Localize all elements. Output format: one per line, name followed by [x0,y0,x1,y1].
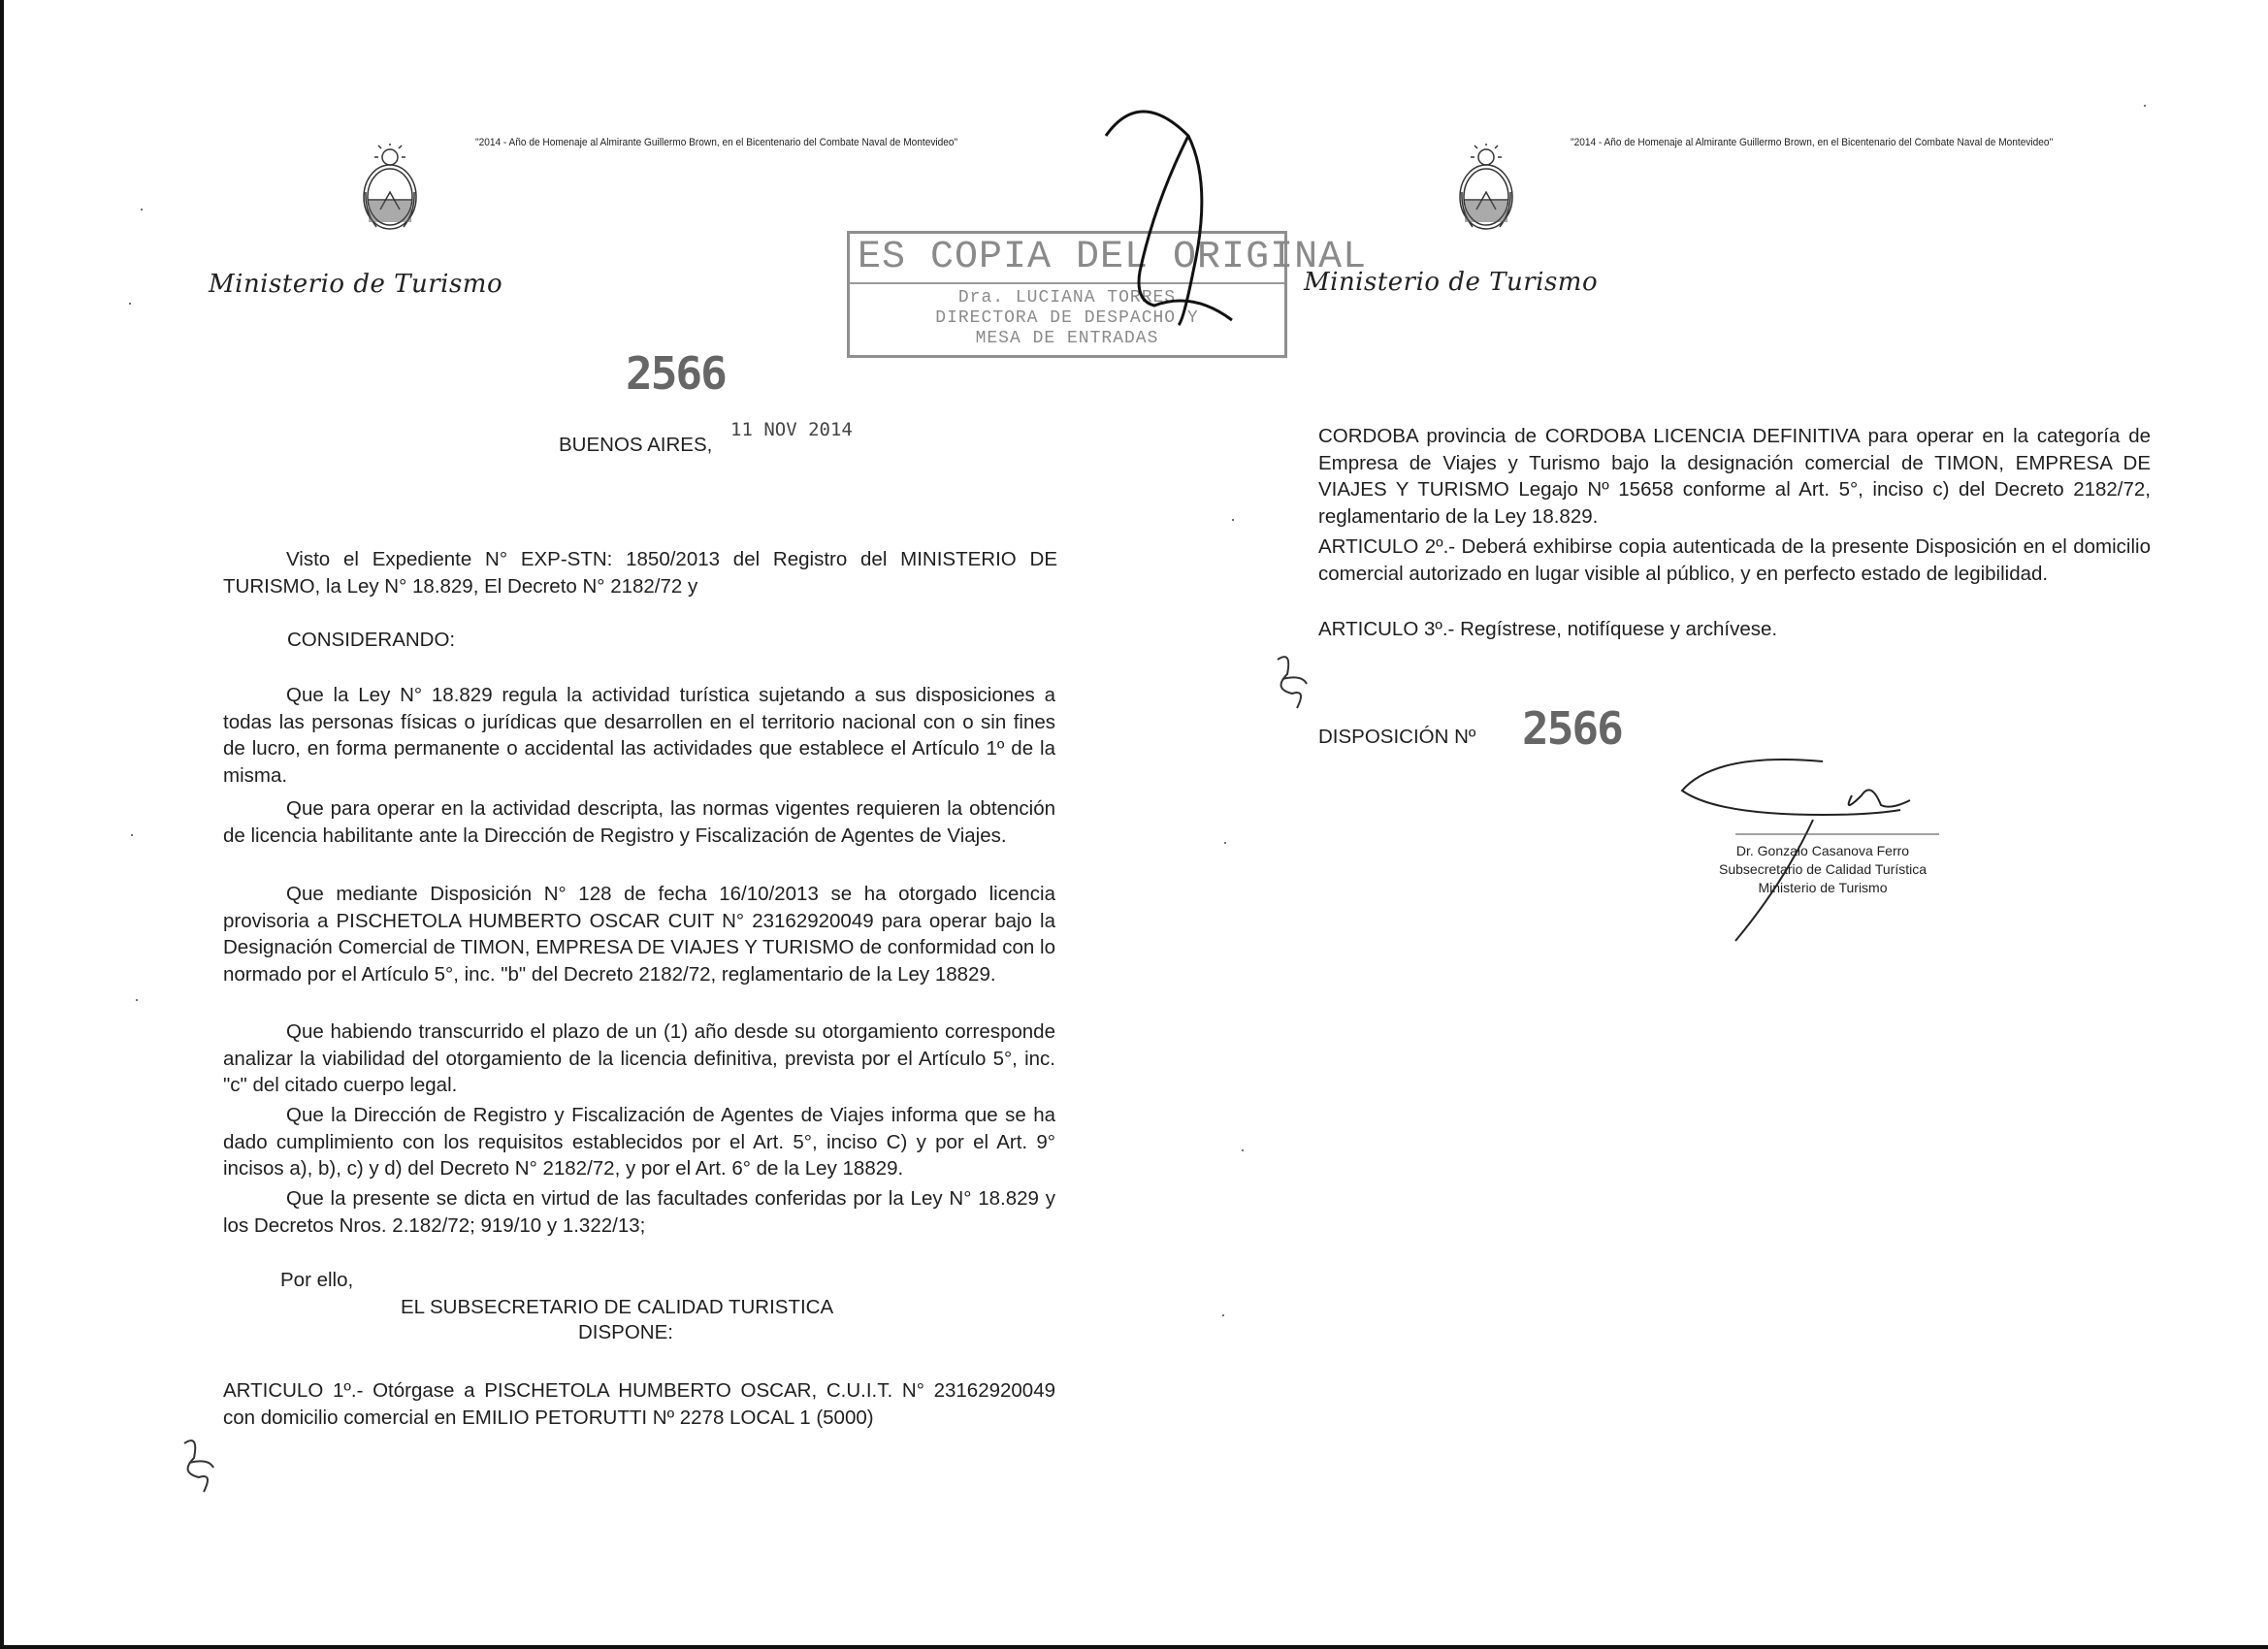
disposition-number: 2566 [626,347,726,400]
ministry-letterhead: Ministerio de Turismo [1304,268,1599,297]
disposition-label: DISPOSICIÓN Nº [1318,726,1476,748]
considerando-paragraph-5: Que la Dirección de Registro y Fiscalización de Agentes de Viajes informa que se ha dado cumplimiento con los requisitos establecidos por el Art. 5°, inciso C) y por el Art. 9° incisos a), b), c) y d) del Decreto N° 2182/72, y por el Art. 6° de la Ley 18829. [223,1104,1055,1180]
disposition-number: 2566 [1522,702,1622,755]
article-2-paragraph: ARTICULO 2º.- Deberá exhibirse copia autenticada de la presente Disposición en el domicilio comercial autorizado en lugar visible al público, y en perfecto estado de legibilidad. [1318,535,2151,585]
issuing-authority: EL SUBSECRETARIO DE CALIDAD TURISTICA [401,1296,834,1318]
visto-paragraph: Visto el Expediente N° EXP-STN: 1850/2013 del Registro del MINISTERIO DE TURISMO, la Ley N° 18.829, El Decreto N° 2182/72 y [223,548,1057,598]
scan-speck [141,209,143,210]
stamp-signer-name: Dra. LUCIANA TORRES [957,288,1177,307]
year-motto: "2014 - Año de Homenaje al Almirante Guillermo Brown, en el Bicentenario del Combate Naval de Montevideo" [1571,137,2054,148]
article-3-line: ARTICULO 3º.- Regístrese, notifíquese y archívese. [1318,618,1778,640]
date-stamp: 11 NOV 2014 [730,419,853,440]
por-ello-label: Por ello, [280,1269,354,1291]
stamp-signer-office: MESA DE ENTRADAS [975,329,1159,348]
scan-speck [2144,105,2146,107]
scan-speck [1242,1149,1244,1151]
scan-speck [129,303,131,305]
scan-speck [1232,519,1234,521]
ministry-letterhead: Ministerio de Turismo [209,270,503,299]
year-motto: "2014 - Año de Homenaje al Almirante Guillermo Brown, en el Bicentenario del Combate Naval de Montevideo" [475,137,958,148]
stamp-title: ES COPIA DEL ORIGINAL [850,234,1284,284]
scan-speck [131,834,133,836]
signer-name: Dr. Gonzalo Casanova Ferro [1735,843,1910,858]
coat-of-arms-icon [351,144,429,236]
considerando-heading: CONSIDERANDO: [287,629,456,651]
considerando-paragraph-3: Que mediante Disposición N° 128 de fecha 16/10/2013 se ha otorgado licencia provisoria a PISCHETOLA HUMBERTO OSCAR CUIT N° 23162920049 para operar bajo la Designación Comercial de TIMON, EMPRESA DE VIAJES Y TURISMO de conformidad con lo normado por el Artículo 5°, inc. "b" del Decreto 2182/72, reglamentario de la Ley 18829. [223,883,1055,986]
considerando-paragraph-6: Que la presente se dicta en virtud de las facultades conferidas por la Ley N° 18.829 y los Decretos Nros. 2.182/72; 919/10 y 1.322/13; [223,1187,1055,1237]
initials-mark [175,1434,223,1502]
dispone-heading: DISPONE: [578,1321,673,1343]
signer-title: Subsecretario de Calidad Turística [1719,861,1927,877]
scan-speck [136,999,138,1001]
place-label: BUENOS AIRES, [559,434,713,456]
coat-of-arms-icon [1447,144,1525,236]
considerando-paragraph-1: Que la Ley N° 18.829 regula la actividad turística sujetando a sus disposiciones a todas las personas físicas o jurídicas que desarrollen en el territorio nacional con o sin fines de lucro, en forma permanente o accidental las actividades que establece el Artículo 1º de la misma. [223,684,1055,787]
right-page [1134,0,2268,1649]
article-1-continuation: CORDOBA provincia de CORDOBA LICENCIA DEFINITIVA para operar en la categoría de Empresa de Viajes y Turismo bajo la designación comercial de TIMON, EMPRESA DE VIAJES Y TURISMO Legajo Nº 15658 conforme al Art. 5°, inciso c) del Decreto 2182/72, reglamentario de la Ley 18.829. [1318,425,2151,528]
initials-mark [1268,650,1316,718]
considerando-paragraph-2: Que para operar en la actividad descripta, las normas vigentes requieren la obtención de licencia habilitante ante la Dirección de Registro y Fiscalización de Agentes de Viajes. [223,797,1055,847]
signer-organization: Ministerio de Turismo [1758,880,1888,895]
scan-speck [1222,1314,1224,1316]
considerando-paragraph-4: Que habiendo transcurrido el plazo de un (1) año desde su otorgamiento corresponde analizar la viabilidad del otorgamiento de la licencia definitiva, prevista por el Artículo 5°, inc. "c" del citado cuerpo legal. [223,1020,1055,1096]
scan-speck [1224,842,1226,844]
article-1-paragraph: ARTICULO 1º.- Otórgase a PISCHETOLA HUMBERTO OSCAR, C.U.I.T. N° 23162920049 con domicilio comercial en EMILIO PETORUTTI Nº 2278 LOCAL 1 (5000) [223,1379,1055,1429]
stamp-signer-role: DIRECTORA DE DESPACHO Y [935,308,1199,328]
